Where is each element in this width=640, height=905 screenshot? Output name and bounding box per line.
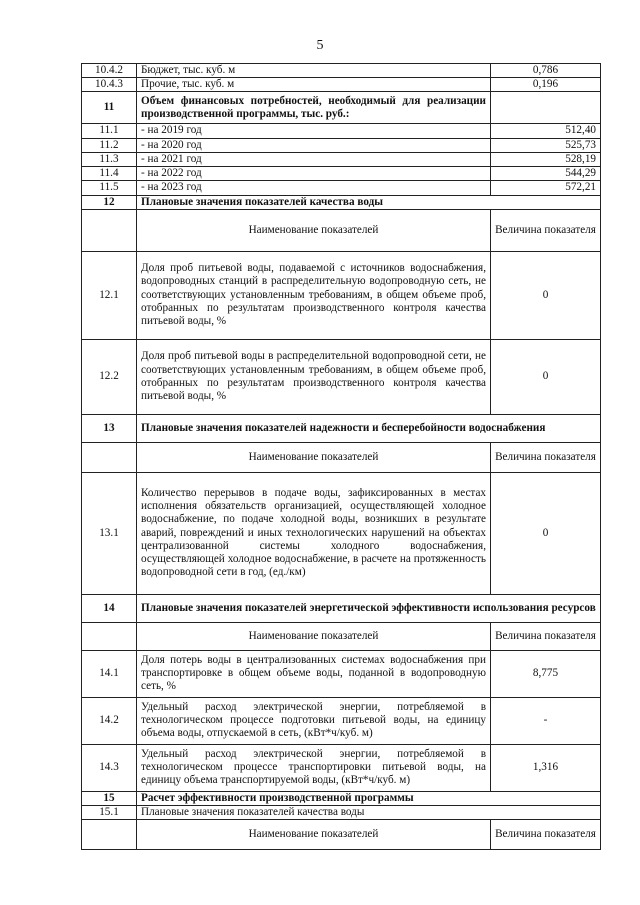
row-number: 11.4: [82, 167, 137, 181]
column-header-value: Величина показателя: [491, 442, 601, 472]
table-row: [82, 138, 601, 152]
row-number: 10.4.2: [82, 64, 137, 78]
page-number: 5: [316, 38, 324, 53]
empty-cell: [82, 820, 137, 850]
empty-cell: [82, 622, 137, 650]
row-value: 0: [491, 472, 601, 594]
column-header-name: Наименование показателей: [137, 442, 491, 472]
column-header-name: Наименование показателей: [137, 209, 491, 251]
row-number: 11.3: [82, 152, 137, 166]
row-value: 544,29: [491, 167, 601, 181]
section-number: 12: [82, 195, 137, 209]
table-row: [82, 64, 601, 78]
section-title: Плановые значения показателей надежности и бесперебойности водоснабжения: [137, 414, 601, 442]
row-number: 10.4.3: [82, 78, 137, 92]
row-number: 11.5: [82, 181, 137, 195]
row-value: 528,19: [491, 152, 601, 166]
empty-cell: [82, 209, 137, 251]
row-number: 12.1: [82, 251, 137, 339]
row-text: - на 2020 год: [137, 138, 491, 152]
row-text: Плановые значения показателей качества воды: [137, 805, 601, 819]
row-text: Доля проб питьевой воды, подаваемой с источников водоснабжения, водопроводных станций в распределительную водопроводную сеть, не соответствующих установленным требованиям, в общем объеме проб, отобранных по результатам производственного контроля качества питьевой воды, %: [137, 251, 491, 339]
row-number: 11.2: [82, 138, 137, 152]
row-text: Бюджет, тыс. куб. м: [137, 64, 491, 78]
table-row: [82, 181, 601, 195]
row-number: 14.3: [82, 744, 137, 791]
row-text: Доля проб питьевой воды в распределительной водопроводной сети, не соответствующих установленным требованиям, в общем объеме проб, отобранных по результатам производственного контроля качества питьевой воды, %: [137, 339, 491, 414]
column-header-value: Величина показателя: [491, 820, 601, 850]
row-text: - на 2023 год: [137, 181, 491, 195]
row-value: 1,316: [491, 744, 601, 791]
table-row: [82, 744, 601, 791]
row-text: - на 2019 год: [137, 124, 491, 138]
table-row: [82, 805, 601, 819]
row-value: 572,21: [491, 181, 601, 195]
row-number: 14.1: [82, 650, 137, 697]
section-title: Расчет эффективности производственной программы: [137, 791, 601, 805]
section-title: Плановые значения показателей энергетической эффективности использования ресурсов: [137, 594, 601, 622]
row-number: 13.1: [82, 472, 137, 594]
section-row: [82, 92, 601, 124]
section-number: 13: [82, 414, 137, 442]
row-text: Доля потерь воды в централизованных системах водоснабжения при транспортировке в общем объеме воды, поданной в водопроводную сеть, %: [137, 650, 491, 697]
row-number: 12.2: [82, 339, 137, 414]
table-row: [82, 650, 601, 697]
row-value: 512,40: [491, 124, 601, 138]
row-value: -: [491, 697, 601, 744]
row-text: - на 2022 год: [137, 167, 491, 181]
row-value: 0: [491, 339, 601, 414]
section-row: [82, 791, 601, 805]
indicators-table: [81, 63, 601, 850]
table-row: [82, 251, 601, 339]
row-text: - на 2021 год: [137, 152, 491, 166]
row-number: 15.1: [82, 805, 137, 819]
column-header-name: Наименование показателей: [137, 820, 491, 850]
table-row: [82, 78, 601, 92]
row-text: Прочие, тыс. куб. м: [137, 78, 491, 92]
section-row: [82, 414, 601, 442]
table-row: [82, 124, 601, 138]
column-header-value: Величина показателя: [491, 622, 601, 650]
row-value: 525,73: [491, 138, 601, 152]
section-row: [82, 594, 601, 622]
table-row: [82, 697, 601, 744]
row-text: Удельный расход электрической энергии, потребляемой в технологическом процессе подготовки питьевой воды, на единицу объема воды, отпускаемой в сеть, (кВт*ч/куб. м): [137, 697, 491, 744]
empty-cell: [82, 442, 137, 472]
section-number: 14: [82, 594, 137, 622]
section-title: Объем финансовых потребностей, необходимый для реализации производственной программы, тыс. руб.:: [137, 92, 491, 124]
row-number: 14.2: [82, 697, 137, 744]
row-value: 0,786: [491, 64, 601, 78]
header-row: [82, 820, 601, 850]
section-title: Плановые значения показателей качества воды: [137, 195, 601, 209]
column-header-name: Наименование показателей: [137, 622, 491, 650]
row-value: 0,196: [491, 78, 601, 92]
column-header-value: Величина показателя: [491, 209, 601, 251]
row-value: 8,775: [491, 650, 601, 697]
section-number: 11: [82, 92, 137, 124]
header-row: [82, 622, 601, 650]
empty-cell: [491, 92, 601, 124]
header-row: [82, 442, 601, 472]
table-row: [82, 339, 601, 414]
table-row: [82, 167, 601, 181]
row-value: 0: [491, 251, 601, 339]
table-row: [82, 152, 601, 166]
row-number: 11.1: [82, 124, 137, 138]
table-row: [82, 472, 601, 594]
header-row: [82, 209, 601, 251]
row-text: Количество перерывов в подаче воды, зафиксированных в местах исполнения обязательств организацией, осуществляющей холодное водоснабжение, по подаче холодной воды, возникших в результате аварий, повреждений и иных технологических нарушений на объектах централизованной системы холодного водоснабжения, осуществляющей холодное водоснабжение, в расчете на протяженность водопроводной сети в год, (ед./км): [137, 472, 491, 594]
row-text: Удельный расход электрической энергии, потребляемой в технологическом процессе транспортировки питьевой воды, на единицу объема транспортируемой воды, (кВт*ч/куб. м): [137, 744, 491, 791]
section-row: [82, 195, 601, 209]
section-number: 15: [82, 791, 137, 805]
